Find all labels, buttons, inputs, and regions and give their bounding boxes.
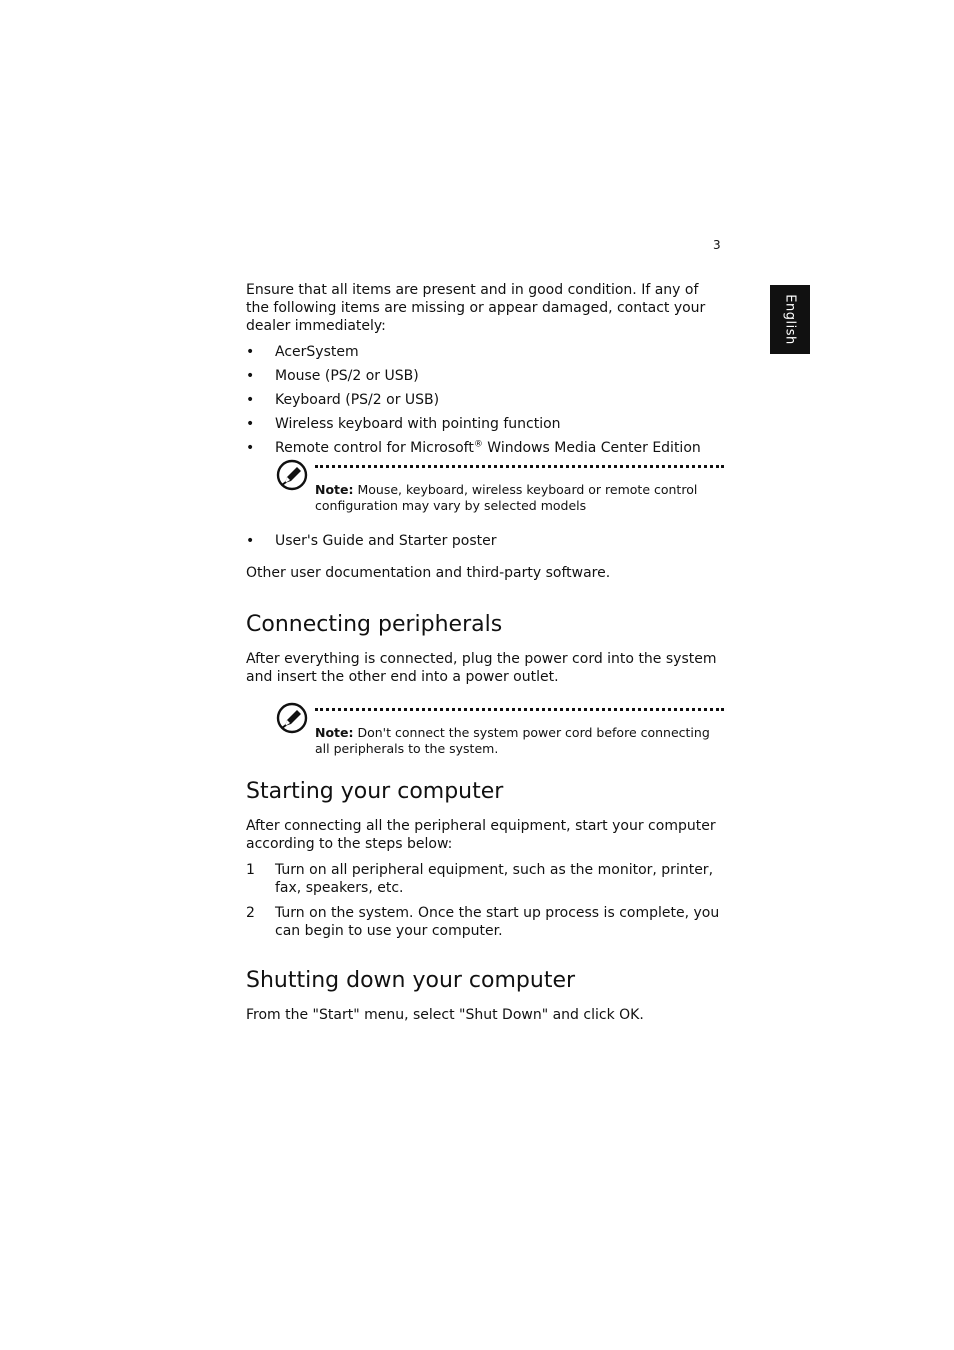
note-divider xyxy=(315,465,724,468)
step-text: Turn on all peripheral equipment, such as the monitor, printer, fax, speakers, etc. xyxy=(275,862,714,896)
note-pen-icon xyxy=(276,702,308,734)
page-number: 3 xyxy=(713,238,721,252)
list-item: • User's Guide and Starter poster xyxy=(246,532,724,550)
documentation-items-list xyxy=(246,532,724,550)
note-body: Don't connect the system power cord before connecting all peripherals to the system. xyxy=(315,725,710,756)
note-box xyxy=(276,708,724,757)
section-title-connecting: Connecting peripherals xyxy=(246,612,503,637)
list-item-remote-control xyxy=(246,439,724,457)
step-number: 2 xyxy=(246,905,255,921)
note-body: Mouse, keyboard, wireless keyboard or remote control configuration may vary by selected models xyxy=(315,482,698,513)
step-item xyxy=(246,861,724,897)
list-item: • Mouse (PS/2 or USB) xyxy=(246,367,724,385)
note-divider xyxy=(315,708,724,711)
starting-paragraph: After connecting all the peripheral equipment, start your computer according to the steps below: xyxy=(246,818,716,852)
registered-mark: ® xyxy=(473,439,483,450)
package-items-list xyxy=(246,343,724,457)
note-pen-icon xyxy=(276,459,308,491)
language-tab xyxy=(770,285,810,354)
list-item: • Keyboard (PS/2 or USB) xyxy=(246,391,724,409)
other-docs-paragraph: Other user documentation and third-party software. xyxy=(246,565,611,581)
list-item: • Wireless keyboard with pointing function xyxy=(246,415,724,433)
note-box xyxy=(276,465,724,514)
step-number: 1 xyxy=(246,862,255,878)
shutting-paragraph: From the "Start" menu, select "Shut Down" and click OK. xyxy=(246,1007,644,1023)
step-item xyxy=(246,904,724,940)
list-item: • AcerSystem xyxy=(246,343,724,361)
note-text xyxy=(315,725,724,757)
language-tab-label: English xyxy=(782,294,798,345)
startup-steps-list xyxy=(246,861,724,940)
note-label: Note: xyxy=(315,482,354,497)
section-title-shutting: Shutting down your computer xyxy=(246,968,576,993)
note-label: Note: xyxy=(315,725,354,740)
intro-paragraph: Ensure that all items are present and in good condition. If any of the following items are missing or appear damaged, contact your dealer immediately: xyxy=(246,282,706,334)
connecting-paragraph: After everything is connected, plug the power cord into the system and insert the other end into a power outlet. xyxy=(246,651,717,685)
page-content xyxy=(246,281,724,1024)
note-text xyxy=(315,482,724,514)
remote-item-text-end: Windows Media Center Edition xyxy=(482,440,701,456)
step-text: Turn on the system. Once the start up process is complete, you can begin to use your computer. xyxy=(275,905,720,939)
remote-item-text: Remote control for Microsoft xyxy=(275,440,474,456)
section-title-starting: Starting your computer xyxy=(246,779,504,804)
